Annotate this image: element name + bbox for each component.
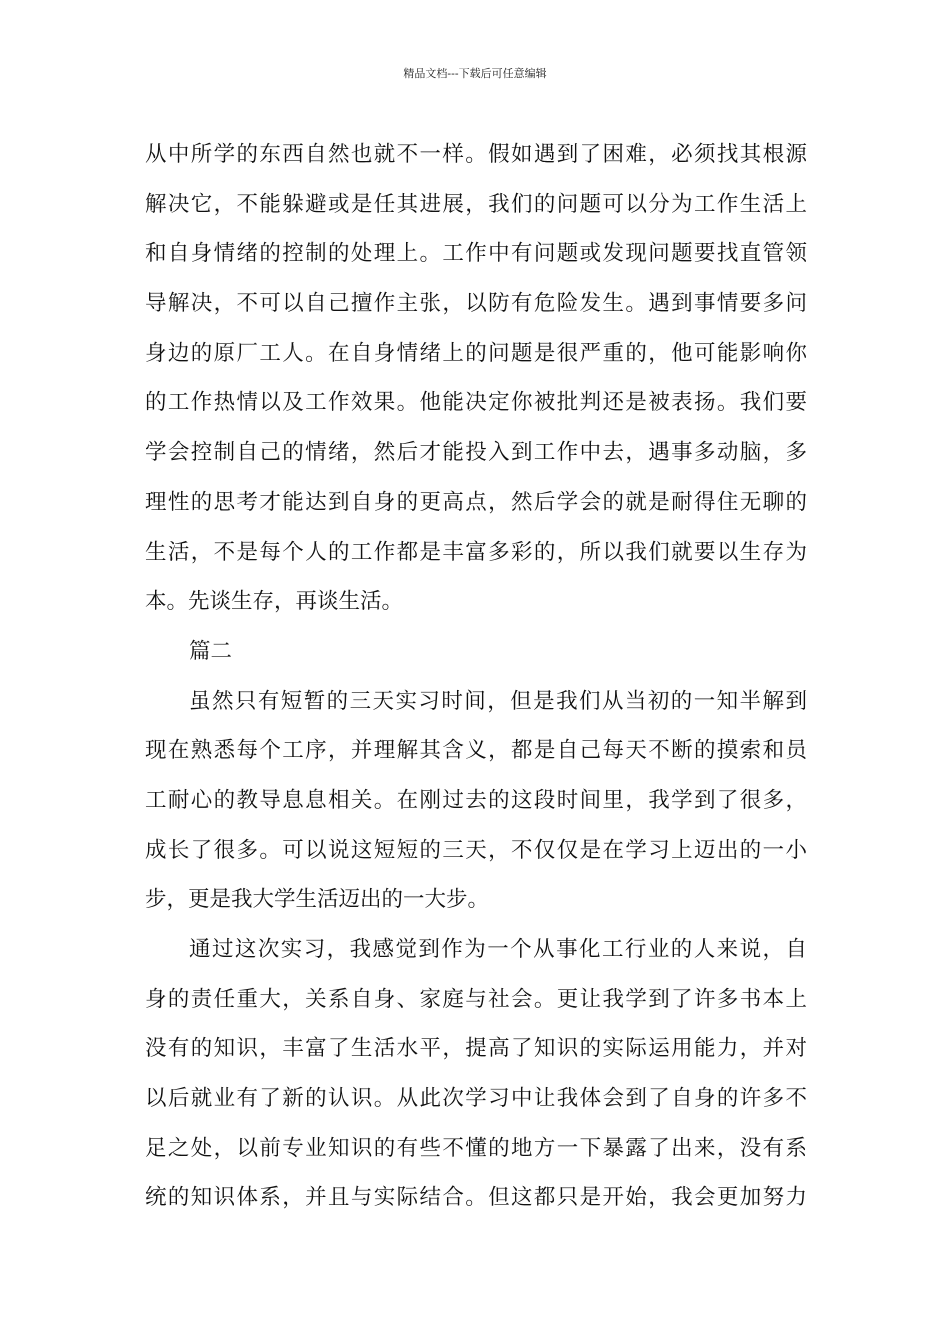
text-line: 的工作热情以及工作效果。他能决定你被批判还是被表扬。我们要	[145, 390, 807, 416]
text-line: 导解决，不可以自己擅作主张，以防有危险发生。遇到事情要多问	[145, 291, 807, 317]
text-line: 身的责任重大，关系自身、家庭与社会。更让我学到了许多书本上	[145, 986, 807, 1012]
text-line: 本。先谈生存，再谈生活。	[145, 589, 404, 615]
text-line: 足之处，以前专业知识的有些不懂的地方一下暴露了出来，没有系	[145, 1135, 807, 1161]
text-line: 统的知识体系，并且与实际结合。但这都只是开始，我会更加努力	[145, 1185, 807, 1211]
text-line: 生活，不是每个人的工作都是丰富多彩的，所以我们就要以生存为	[145, 539, 807, 565]
text-line: 现在熟悉每个工序，并理解其含义，都是自己每天不断的摸索和员	[145, 738, 807, 764]
text-line: 篇二	[189, 638, 233, 664]
text-line: 通过这次实习，我感觉到作为一个从事化工行业的人来说，自	[189, 937, 807, 962]
text-line: 身边的原厂工人。在自身情绪上的问题是很严重的，他可能影响你	[145, 340, 807, 366]
text-line: 没有的知识，丰富了生活水平，提高了知识的实际运用能力，并对	[145, 1036, 807, 1062]
page-header: 精品文档---下载后可任意编辑	[403, 67, 547, 80]
text-line: 学会控制自己的情绪，然后才能投入到工作中去，遇事多动脑，多	[145, 440, 807, 466]
text-line: 虽然只有短暂的三天实习时间，但是我们从当初的一知半解到	[189, 688, 807, 714]
text-line: 解决它，不能躲避或是任其进展，我们的问题可以分为工作生活上	[145, 191, 807, 217]
body-text	[145, 130, 807, 1223]
text-line: 理性的思考才能达到自身的更高点，然后学会的就是耐得住无聊的	[145, 489, 807, 515]
text-line: 成长了很多。可以说这短短的三天，不仅仅是在学习上迈出的一小	[145, 837, 807, 863]
text-line: 以后就业有了新的认识。从此次学习中让我体会到了自身的许多不	[145, 1086, 807, 1112]
text-line: 步，更是我大学生活迈出的一大步。	[145, 887, 490, 913]
text-line: 从中所学的东西自然也就不一样。假如遇到了困难，必须找其根源	[145, 142, 807, 167]
text-line: 工耐心的教导息息相关。在刚过去的这段时间里，我学到了很多，	[145, 787, 807, 813]
text-line: 和自身情绪的控制的处理上。工作中有问题或发现问题要找直管领	[145, 241, 807, 267]
